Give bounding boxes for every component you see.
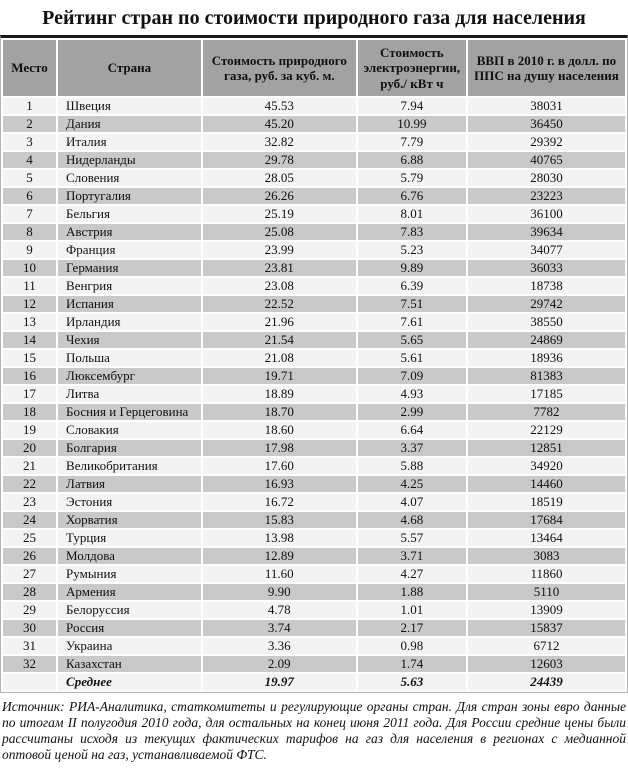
- data-table: [1, 38, 627, 692]
- cell-place: 22: [3, 476, 56, 492]
- cell-place: 4: [3, 152, 56, 168]
- cell-country: Германия: [58, 260, 201, 276]
- cell-electricity-price: 5.88: [358, 458, 466, 474]
- cell-country: Болгария: [58, 440, 201, 456]
- table-frame: [0, 35, 628, 693]
- cell-country: Чехия: [58, 332, 201, 348]
- cell-electricity-price: 6.64: [358, 422, 466, 438]
- cell-gdp: 18519: [468, 494, 625, 510]
- cell-gas-price: 26.26: [203, 188, 356, 204]
- cell-place: 3: [3, 134, 56, 150]
- table-row: [3, 512, 625, 528]
- cell-place: 26: [3, 548, 56, 564]
- page-title: Рейтинг стран по стоимости природного газа для населения: [42, 7, 586, 29]
- cell-place: 27: [3, 566, 56, 582]
- table-row: [3, 566, 625, 582]
- cell-gdp: 3083: [468, 548, 625, 564]
- cell-gdp: 18936: [468, 350, 625, 366]
- cell-country: Россия: [58, 620, 201, 636]
- cell-country: Словакия: [58, 422, 201, 438]
- cell-place: 13: [3, 314, 56, 330]
- cell-country: Ирландия: [58, 314, 201, 330]
- cell-electricity-price: 5.57: [358, 530, 466, 546]
- table-row: [3, 530, 625, 546]
- cell-gas-price: 11.60: [203, 566, 356, 582]
- table-row: [3, 548, 625, 564]
- table-row: [3, 584, 625, 600]
- cell-place: 20: [3, 440, 56, 456]
- cell-gas-price: 29.78: [203, 152, 356, 168]
- cell-gdp: 34920: [468, 458, 625, 474]
- cell-electricity-price: 7.79: [358, 134, 466, 150]
- cell-gas-price: 25.19: [203, 206, 356, 222]
- cell-gdp: 40765: [468, 152, 625, 168]
- cell-gas-price: 16.72: [203, 494, 356, 510]
- cell-gas-price: 21.08: [203, 350, 356, 366]
- cell-gas-price: 13.98: [203, 530, 356, 546]
- cell-electricity-price: 3.37: [358, 440, 466, 456]
- table-row: [3, 296, 625, 312]
- cell-gas-price: 2.09: [203, 656, 356, 672]
- cell-electricity-price: 5.23: [358, 242, 466, 258]
- cell-country: Литва: [58, 386, 201, 402]
- cell-place: 17: [3, 386, 56, 402]
- cell-gdp: 36033: [468, 260, 625, 276]
- cell-electricity-price: 6.39: [358, 278, 466, 294]
- cell-gas-price: 45.20: [203, 116, 356, 132]
- cell-electricity-price: 4.27: [358, 566, 466, 582]
- cell-country: Польша: [58, 350, 201, 366]
- header-cell-place: Место: [3, 40, 56, 96]
- cell-country: Италия: [58, 134, 201, 150]
- cell-place: 2: [3, 116, 56, 132]
- table-row: [3, 404, 625, 420]
- cell-place: 7: [3, 206, 56, 222]
- header-cell-gdp: ВВП в 2010 г. в долл. по ППС на душу населения: [468, 40, 625, 96]
- cell-gas-price: 12.89: [203, 548, 356, 564]
- cell-gdp: 7782: [468, 404, 625, 420]
- cell-gas-price: 23.08: [203, 278, 356, 294]
- cell-electricity-price: 7.09: [358, 368, 466, 384]
- cell-gdp: 39634: [468, 224, 625, 240]
- infographic-page: [0, 7, 628, 763]
- cell-gdp: 11860: [468, 566, 625, 582]
- cell-electricity-price: 8.01: [358, 206, 466, 222]
- cell-gdp: 13909: [468, 602, 625, 618]
- cell-electricity-price: 4.07: [358, 494, 466, 510]
- cell-country: Бельгия: [58, 206, 201, 222]
- table-row: [3, 368, 625, 384]
- cell-place: 32: [3, 656, 56, 672]
- cell-place: 6: [3, 188, 56, 204]
- cell-place: 5: [3, 170, 56, 186]
- cell-place: 1: [3, 98, 56, 114]
- cell-gdp: 22129: [468, 422, 625, 438]
- cell-gas-price: 15.83: [203, 512, 356, 528]
- cell-place: 10: [3, 260, 56, 276]
- cell-country: Молдова: [58, 548, 201, 564]
- cell-gas-price: 21.96: [203, 314, 356, 330]
- cell-gas-price: 9.90: [203, 584, 356, 600]
- table-row: [3, 494, 625, 510]
- table-row: [3, 206, 625, 222]
- table-row: [3, 260, 625, 276]
- cell-electricity-price: 4.93: [358, 386, 466, 402]
- cell-gas-price: 23.99: [203, 242, 356, 258]
- cell-electricity-price: 1.88: [358, 584, 466, 600]
- cell-electricity-price: 5.61: [358, 350, 466, 366]
- cell-gdp: 24869: [468, 332, 625, 348]
- cell-gdp: 38031: [468, 98, 625, 114]
- cell-country: Эстония: [58, 494, 201, 510]
- table-row: [3, 224, 625, 240]
- cell-electricity-price: 6.76: [358, 188, 466, 204]
- table-row: [3, 242, 625, 258]
- cell-place: 25: [3, 530, 56, 546]
- cell-country: Среднее: [58, 674, 201, 690]
- table-header-row: [3, 40, 625, 96]
- cell-country: Дания: [58, 116, 201, 132]
- table-row: [3, 386, 625, 402]
- cell-place: 30: [3, 620, 56, 636]
- cell-gdp: 15837: [468, 620, 625, 636]
- cell-country: Турция: [58, 530, 201, 546]
- cell-gas-price: 25.08: [203, 224, 356, 240]
- cell-place: 12: [3, 296, 56, 312]
- table-row: [3, 332, 625, 348]
- table-row: [3, 638, 625, 654]
- cell-gdp: 36100: [468, 206, 625, 222]
- cell-country: Украина: [58, 638, 201, 654]
- cell-electricity-price: 7.61: [358, 314, 466, 330]
- cell-country: Словения: [58, 170, 201, 186]
- cell-place: 14: [3, 332, 56, 348]
- cell-place: 29: [3, 602, 56, 618]
- cell-country: Латвия: [58, 476, 201, 492]
- cell-gas-price: 28.05: [203, 170, 356, 186]
- cell-country: Венгрия: [58, 278, 201, 294]
- table-row: [3, 458, 625, 474]
- cell-gdp: 13464: [468, 530, 625, 546]
- cell-country: Хорватия: [58, 512, 201, 528]
- cell-electricity-price: 9.89: [358, 260, 466, 276]
- cell-gdp: 12603: [468, 656, 625, 672]
- cell-country: Великобритания: [58, 458, 201, 474]
- table-row: [3, 620, 625, 636]
- cell-electricity-price: 4.68: [358, 512, 466, 528]
- cell-electricity-price: 4.25: [358, 476, 466, 492]
- cell-place: 21: [3, 458, 56, 474]
- cell-gas-price: 23.81: [203, 260, 356, 276]
- cell-place: [3, 674, 56, 690]
- cell-gdp: 18738: [468, 278, 625, 294]
- cell-gas-price: 4.78: [203, 602, 356, 618]
- header-cell-country: Страна: [58, 40, 201, 96]
- table-row: [3, 152, 625, 168]
- cell-electricity-price: 5.79: [358, 170, 466, 186]
- header-cell-electricity-price: Стоимость электроэнергии, руб./ кВт ч: [358, 40, 466, 96]
- table-row: [3, 422, 625, 438]
- cell-place: 28: [3, 584, 56, 600]
- table-row: [3, 278, 625, 294]
- cell-country: Португалия: [58, 188, 201, 204]
- table-row: [3, 440, 625, 456]
- cell-electricity-price: 0.98: [358, 638, 466, 654]
- cell-gdp: 23223: [468, 188, 625, 204]
- cell-country: Австрия: [58, 224, 201, 240]
- table-row: [3, 98, 625, 114]
- cell-gas-price: 18.70: [203, 404, 356, 420]
- cell-place: 18: [3, 404, 56, 420]
- cell-electricity-price: 3.71: [358, 548, 466, 564]
- cell-gas-price: 19.97: [203, 674, 356, 690]
- table-row: [3, 116, 625, 132]
- cell-electricity-price: 7.94: [358, 98, 466, 114]
- cell-gas-price: 22.52: [203, 296, 356, 312]
- cell-gdp: 34077: [468, 242, 625, 258]
- cell-gdp: 38550: [468, 314, 625, 330]
- table-row: [3, 656, 625, 672]
- cell-place: 19: [3, 422, 56, 438]
- cell-gdp: 12851: [468, 440, 625, 456]
- cell-place: 24: [3, 512, 56, 528]
- cell-gdp: 29392: [468, 134, 625, 150]
- cell-place: 23: [3, 494, 56, 510]
- cell-gdp: 28030: [468, 170, 625, 186]
- table-row: [3, 188, 625, 204]
- cell-gdp: 81383: [468, 368, 625, 384]
- cell-gdp: 5110: [468, 584, 625, 600]
- source-note: Источник: РИА-Аналитика, статкомитеты и регулирующие органы стран. Для стран зоны евро данные по итогам II полугодия 2010 года, для остальных на конец июня 2011 года. Для России средние цены были рассчитаны исходя из текущих фактических тарифов на газ для населения в регионах с медианной оптовой ценой на газ, устанавливаемой ФТС.: [2, 698, 626, 762]
- cell-place: 31: [3, 638, 56, 654]
- cell-country: Швеция: [58, 98, 201, 114]
- cell-gas-price: 19.71: [203, 368, 356, 384]
- header-cell-gas-price: Стоимость природного газа, руб. за куб. м.: [203, 40, 356, 96]
- cell-country: Белоруссия: [58, 602, 201, 618]
- cell-electricity-price: 5.63: [358, 674, 466, 690]
- cell-gas-price: 32.82: [203, 134, 356, 150]
- cell-electricity-price: 5.65: [358, 332, 466, 348]
- cell-gas-price: 3.74: [203, 620, 356, 636]
- cell-place: 8: [3, 224, 56, 240]
- cell-gdp: 17684: [468, 512, 625, 528]
- cell-electricity-price: 7.83: [358, 224, 466, 240]
- table-row: [3, 476, 625, 492]
- cell-country: Босния и Герцеговина: [58, 404, 201, 420]
- cell-gdp: 14460: [468, 476, 625, 492]
- cell-gdp: 36450: [468, 116, 625, 132]
- cell-country: Казахстан: [58, 656, 201, 672]
- cell-gas-price: 18.89: [203, 386, 356, 402]
- cell-place: 9: [3, 242, 56, 258]
- cell-country: Люксембург: [58, 368, 201, 384]
- cell-gas-price: 17.60: [203, 458, 356, 474]
- table-row: [3, 602, 625, 618]
- table-row: [3, 314, 625, 330]
- table-body: [3, 98, 625, 690]
- cell-electricity-price: 2.99: [358, 404, 466, 420]
- cell-electricity-price: 10.99: [358, 116, 466, 132]
- cell-country: Армения: [58, 584, 201, 600]
- cell-gas-price: 16.93: [203, 476, 356, 492]
- cell-electricity-price: 2.17: [358, 620, 466, 636]
- cell-electricity-price: 7.51: [358, 296, 466, 312]
- cell-gas-price: 21.54: [203, 332, 356, 348]
- table-row: [3, 170, 625, 186]
- cell-gas-price: 17.98: [203, 440, 356, 456]
- table-row: [3, 134, 625, 150]
- cell-gdp: 17185: [468, 386, 625, 402]
- cell-place: 11: [3, 278, 56, 294]
- cell-gdp: 24439: [468, 674, 625, 690]
- cell-place: 15: [3, 350, 56, 366]
- summary-row: [3, 674, 625, 690]
- cell-gdp: 29742: [468, 296, 625, 312]
- cell-electricity-price: 1.74: [358, 656, 466, 672]
- cell-gas-price: 45.53: [203, 98, 356, 114]
- cell-place: 16: [3, 368, 56, 384]
- cell-electricity-price: 1.01: [358, 602, 466, 618]
- table-row: [3, 350, 625, 366]
- cell-electricity-price: 6.88: [358, 152, 466, 168]
- cell-gas-price: 18.60: [203, 422, 356, 438]
- cell-gdp: 6712: [468, 638, 625, 654]
- cell-country: Румыния: [58, 566, 201, 582]
- cell-country: Франция: [58, 242, 201, 258]
- cell-gas-price: 3.36: [203, 638, 356, 654]
- cell-country: Испания: [58, 296, 201, 312]
- cell-country: Нидерланды: [58, 152, 201, 168]
